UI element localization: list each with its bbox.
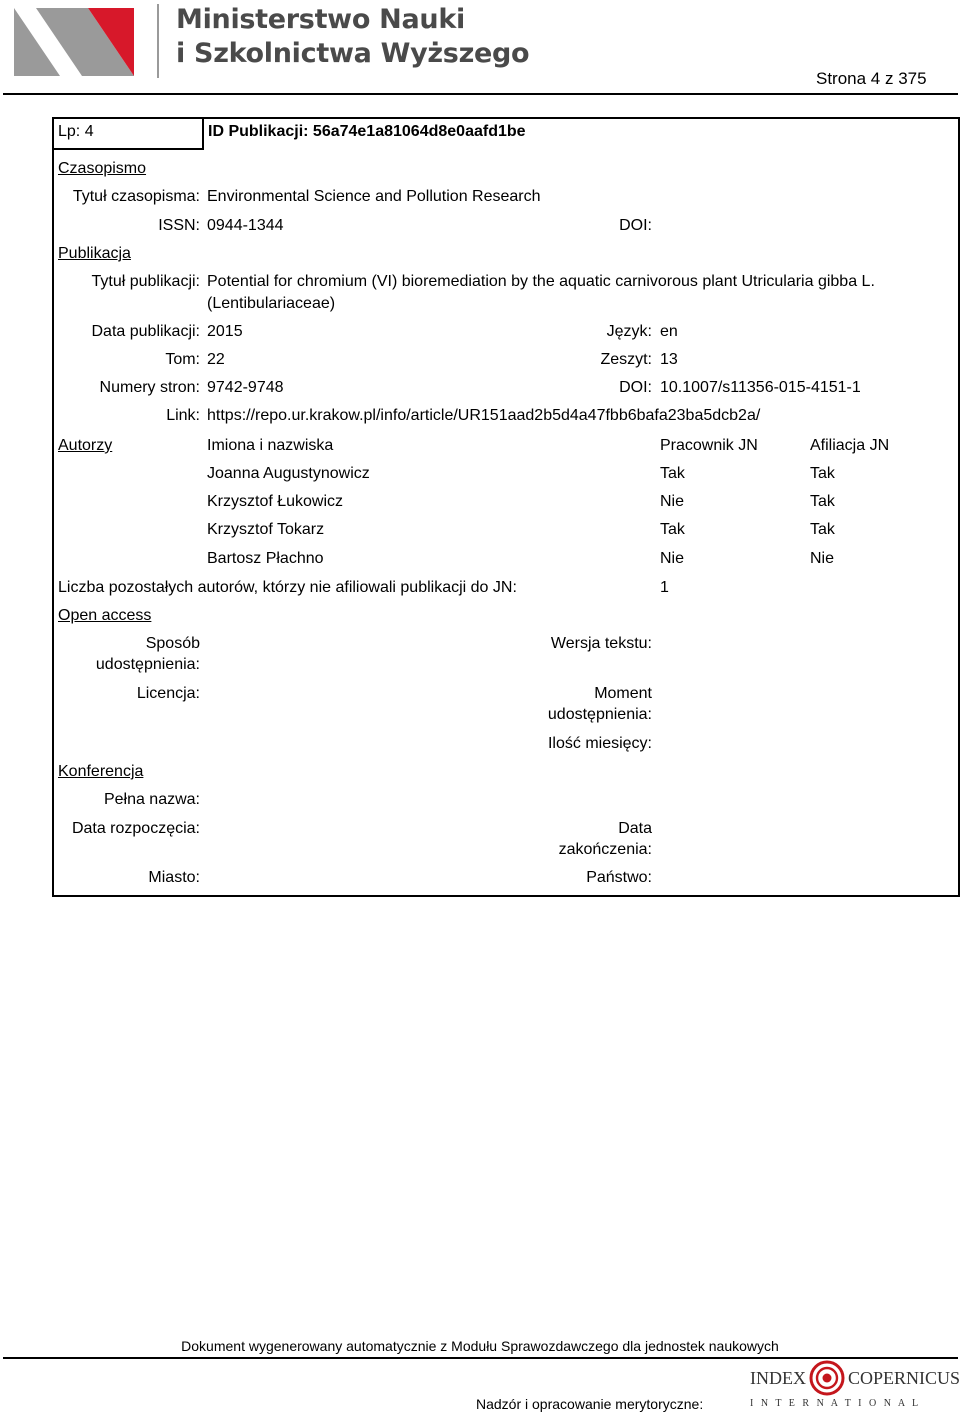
section-open-access: Open access [58, 607, 152, 624]
language-label: Język: [606, 323, 652, 340]
author-employee: Nie [660, 493, 685, 510]
sharing-moment-label-line2: udostępnienia: [547, 706, 652, 723]
publication-link[interactable]: https://repo.ur.krakow.pl/info/article/UR151aad2b5d4a47fbb6bafa23ba5dcb2a/ [207, 407, 761, 424]
ic-international-text: I N T E R N A T I O N A L [750, 1398, 921, 1409]
pages-label: Numery stron: [99, 379, 200, 396]
full-name-label: Pełna nazwa: [103, 791, 200, 808]
license-label: Licencja: [136, 685, 200, 702]
country-label: Państwo: [586, 869, 652, 886]
start-date-label: Data rozpoczęcia: [71, 820, 200, 837]
publication-title-line1: Potential for chromium (VI) bioremediation by the aquatic carnivorous plant Utricularia gibba L. [207, 273, 875, 290]
language-value: en [660, 323, 678, 340]
section-konferencja: Konferencja [58, 763, 144, 780]
author-name: Krzysztof Tokarz [207, 521, 325, 538]
text-version-label: Wersja tekstu: [550, 635, 652, 652]
doi-label: DOI: [619, 379, 652, 396]
author-affiliation: Tak [810, 493, 835, 510]
issue-label: Zeszyt: [600, 351, 652, 368]
issn-label: ISSN: [158, 217, 200, 234]
page-number: Strona 4 z 375 [816, 69, 927, 88]
pages-value: 9742-9748 [207, 379, 284, 396]
section-autorzy: Autorzy [58, 437, 113, 454]
ministry-name-line1: Ministerstwo Nauki [176, 4, 465, 35]
ministry-logo-icon [14, 6, 138, 76]
end-date-label-line2: zakończenia: [558, 841, 652, 858]
months-count-label: Ilość miesięcy: [547, 735, 652, 752]
volume-value: 22 [207, 351, 225, 368]
ic-copernicus-text: COPERNICUS [848, 1368, 960, 1388]
publication-id: ID Publikacji: 56a74e1a81064d8e0aafd1be [208, 123, 526, 140]
section-czasopismo: Czasopismo [58, 160, 147, 177]
author-employee: Tak [660, 521, 685, 538]
section-publikacja: Publikacja [58, 245, 131, 262]
issn-value: 0944-1344 [207, 217, 284, 234]
journal-doi-label: DOI: [619, 217, 652, 234]
city-label: Miasto: [148, 869, 200, 886]
issue-value: 13 [660, 351, 678, 368]
sharing-moment-label-line1: Moment [594, 685, 652, 702]
authors-header-affiliation: Afiliacja JN [810, 437, 890, 454]
header-rule [3, 93, 958, 95]
journal-title-label: Tytuł czasopisma: [72, 188, 200, 205]
sharing-method-label-line2: udostępnienia: [95, 656, 200, 673]
journal-title-value: Environmental Science and Pollution Research [207, 188, 541, 205]
other-authors-label: Liczba pozostałych autorów, którzy nie afiliowali publikacji do JN: [58, 579, 517, 596]
volume-label: Tom: [165, 351, 200, 368]
author-affiliation: Tak [810, 521, 835, 538]
supervision-label: Nadzór i opracowanie merytoryczne: [476, 1396, 704, 1412]
authors-header-name: Imiona i nazwiska [207, 437, 334, 454]
lp-number: Lp: 4 [58, 123, 94, 140]
authors-header-employee: Pracownik JN [660, 437, 758, 454]
footer-rule [3, 1357, 958, 1359]
author-name: Krzysztof Łukowicz [207, 493, 344, 510]
other-authors-value: 1 [660, 579, 669, 596]
author-employee: Nie [660, 550, 685, 567]
author-name: Bartosz Płachno [207, 550, 324, 567]
author-affiliation: Nie [810, 550, 835, 567]
ic-index-text: INDEX [750, 1368, 806, 1388]
publication-date-value: 2015 [207, 323, 243, 340]
doi-value: 10.1007/s11356-015-4151-1 [660, 379, 861, 396]
generated-note: Dokument wygenerowany automatycznie z Modułu Sprawozdawczego dla jednostek naukowych [181, 1338, 779, 1354]
publication-title-line2: (Lentibulariaceae) [207, 295, 336, 312]
logo-divider [157, 4, 159, 78]
publication-title-label: Tytuł publikacji: [91, 273, 200, 290]
link-label: Link: [166, 407, 200, 424]
publication-date-label: Data publikacji: [91, 323, 200, 340]
sharing-method-label-line1: Sposób [145, 635, 200, 652]
author-name: Joanna Augustynowicz [207, 465, 370, 482]
end-date-label-line1: Data [618, 820, 652, 837]
author-employee: Tak [660, 465, 685, 482]
author-affiliation: Tak [810, 465, 835, 482]
ministry-name-line2: i Szkolnictwa Wyższego [176, 38, 530, 69]
copernicus-sphere-icon [809, 1360, 845, 1396]
